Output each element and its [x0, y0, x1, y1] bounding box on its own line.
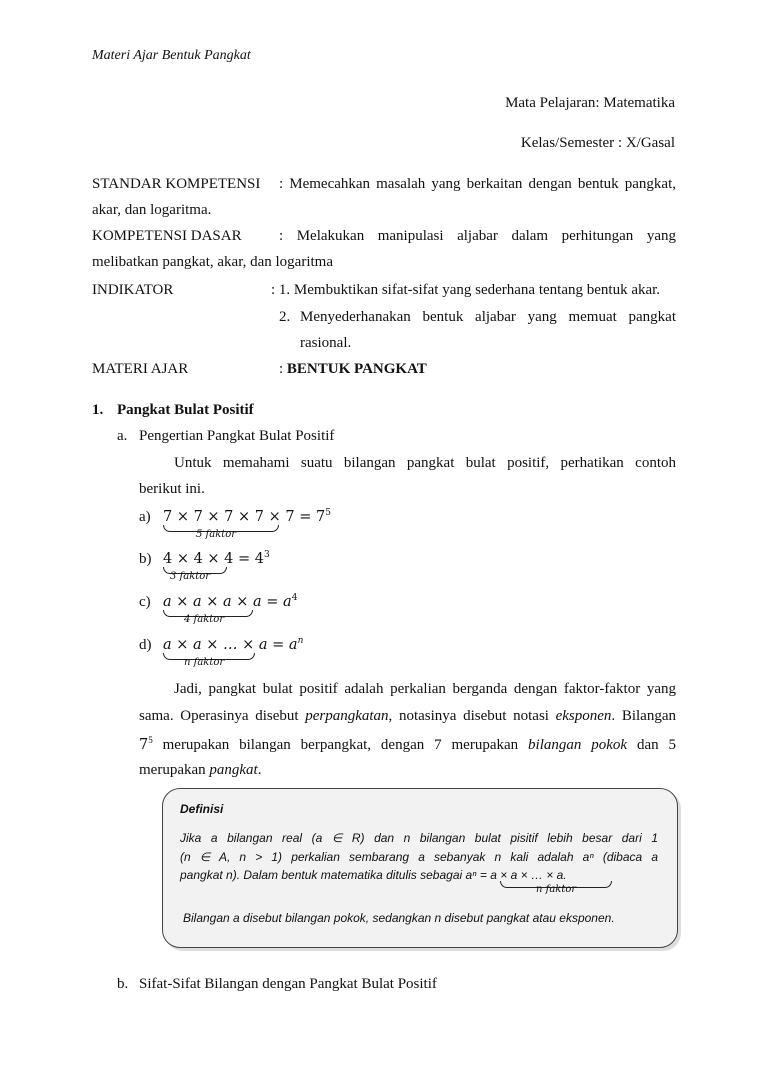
sk-label: STANDAR KOMPETENSI [92, 176, 261, 192]
definition-line4: Bilangan a disebut bilangan pokok, sedangkan n disebut pangkat atau eksponen. [183, 911, 615, 925]
sub-b-letter: b. [117, 976, 129, 992]
example-a-brace-label: 5 faktor [196, 529, 237, 540]
materi-value: : BENTUK PANGKAT [279, 361, 427, 377]
kd-label: KOMPETENSI DASAR [92, 228, 242, 244]
conclusion-line2: sama. Operasinya disebut perpangkatan, notasinya disebut notasi eksponen. Bilangan [139, 708, 676, 724]
sub-a-intro-line2: berikut ini. [139, 481, 205, 497]
document-header: Materi Ajar Bentuk Pangkat [92, 48, 251, 63]
definition-brace-label: n faktor [536, 884, 577, 895]
materi-value-text: BENTUK PANGKAT [286, 361, 427, 377]
indikator-item-1: : 1. Membuktikan sifat-sifat yang sederhana tentang bentuk akar. [271, 282, 661, 298]
example-c-expression: $a \times a \times a \times a = a^4$ [163, 593, 298, 610]
example-a-label: a) [139, 509, 151, 525]
example-c-brace-label: 4 faktor [184, 614, 225, 625]
kd-text-line1: : Melakukan manipulasi aljabar dalam perhitungan yang [279, 228, 676, 244]
conclusion-line3: $7^5$ merupakan bilangan berpangkat, dengan 7 merupakan bilangan pokok dan 5 [139, 735, 676, 753]
class-line: Kelas/Semester : X/Gasal [520, 135, 675, 151]
example-c-label: c) [139, 594, 151, 610]
section-1-number: 1. [92, 402, 104, 418]
indikator-item-2-number: 2. [279, 309, 291, 325]
indikator-item-2-line2: rasional. [300, 335, 352, 351]
example-d-expression: a × a × … × $a = a^n$ [163, 636, 304, 653]
conclusion-line4: merupakan pangkat. [139, 762, 262, 778]
conclusion-line1: Jadi, pangkat bulat positif adalah perkalian berganda dengan faktor-faktor yang [174, 681, 676, 697]
sub-b-title: Sifat-Sifat Bilangan dengan Pangkat Bulat Positif [139, 976, 437, 992]
indikator-label: INDIKATOR [92, 282, 174, 298]
materi-label: MATERI AJAR [92, 361, 189, 377]
sub-a-letter: a. [117, 428, 128, 444]
sk-text-line1: : Memecahkan masalah yang berkaitan dengan bentuk pangkat, [279, 176, 676, 192]
example-a-expression: $7 \times 7 \times 7 \times 7 \times 7 = 7^5$ [163, 508, 331, 525]
definition-line3: pangkat n). Dalam bentuk matematika ditulis sebagai aⁿ = a × a × … × a. [180, 868, 567, 882]
indikator-item-2-line1: Menyederhanakan bentuk aljabar yang memuat pangkat [300, 309, 676, 325]
definition-line1: Jika a bilangan real (a ∈ R) dan n bilangan bulat pisitif lebih besar dari 1 [180, 831, 658, 845]
sub-a-title: Pengertian Pangkat Bulat Positif [139, 428, 335, 444]
definition-title: Definisi [180, 802, 224, 816]
definition-line2: (n ∈ A, n > 1) perkalian sembarang a sebanyak n kali adalah aⁿ (dibaca a [180, 850, 658, 864]
subject-line: Mata Pelajaran: Matematika [505, 95, 675, 111]
example-d-label: d) [139, 637, 152, 653]
sk-text-line2: akar, dan logaritma. [92, 202, 212, 218]
section-1-title: Pangkat Bulat Positif [117, 402, 254, 418]
example-d-brace-label: n faktor [184, 657, 225, 668]
example-b-label: b) [139, 551, 152, 567]
example-b-expression: $4 \times 4 \times 4 = 4^3$ [163, 550, 270, 567]
sub-a-intro-line1: Untuk memahami suatu bilangan pangkat bulat positif, perhatikan contoh [174, 455, 676, 471]
example-b-brace-label: 3 faktor [170, 571, 211, 582]
kd-text-line2: melibatkan pangkat, akar, dan logaritma [92, 254, 333, 270]
